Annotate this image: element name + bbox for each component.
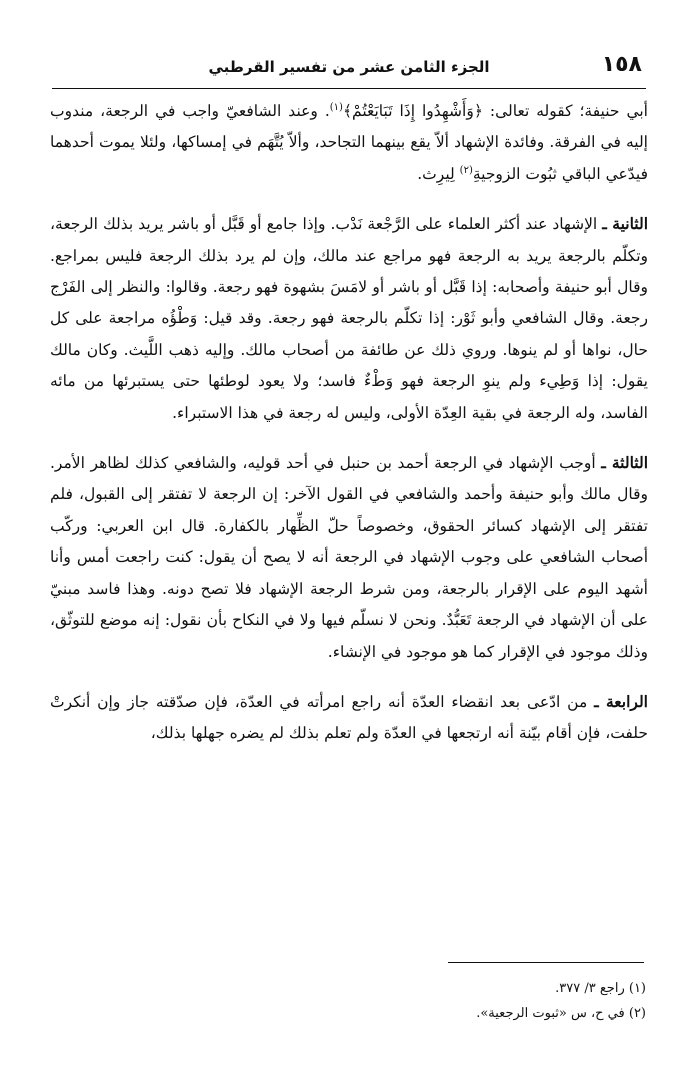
paragraph-text: الإشهاد عند أكثر العلماء على الرَّجْعة نَدْب. وإذا جامع أو قَبَّل أو باشر يريد بذلك الرجعة، وتكلّم بالرجعة يريد به الرجعة فهو مراجع عند مالك، وإن لم يرد بذلك الرجعة فليس بمراجع. وقال أبو حنيفة وأصحابه: إذا قَبَّل أو باشر أو لامَسَ بشهوة فهو رجعة. وقالوا: والنظر إلى الفَرْج رجعة. وقال الشافعي وأبو ثَوْر: إذا تكلّم بالرجعة فهو رجعة. وقد قيل: وَطْؤُه مراجعة على كل حال، نواها أو لم ينوها. وروي ذلك عن طائفة من أصحاب مالك. وإليه ذهب اللَّيث. وكان مالك يقول: إذا وَطِيء ولم ينوِ الرجعة فهو وَطْءٌ فاسد؛ ولا يعود لوطئها حتى يستبرئها من مائه الفاسد، وله الرجعة في بقية العِدّة الأولى، وليس له رجعة في هذا الاستبراء. xyxy=(50,215,648,422)
running-title: الجزء الثامن عشر من تفسير القرطبي xyxy=(208,58,490,76)
page-body xyxy=(50,96,648,768)
paragraph-third xyxy=(50,447,648,668)
paragraph-fourth xyxy=(50,686,648,750)
section-label: الرابعة ـ xyxy=(594,691,648,711)
paragraph-intro xyxy=(50,96,648,190)
paragraph-text: . وعند الشافعيّ واجب في الرجعة، مندوب إليه في الفرقة. وفائدة الإشهاد ألاّ يقع بينهما التجاحد، وألاّ يُتَّهَم في إمساكها، ولئلا يموت أحدهما فيدّعي الباقي ثبُوت الزوجيةِ xyxy=(50,102,648,183)
paragraph-text: أوجب الإشهاد في الرجعة أحمد بن حنبل في أحد قوليه، والشافعي كذلك لظاهر الأمر. وقال مالك وأبو حنيفة وأحمد والشافعي في القول الآخر: إن الرجعة لا تفتقر إلى القبول، فلم تفتقر إلى الإشهاد كسائر الحقوق، وخصوصاً حلّ الظِّهار بالكفارة. قال ابن العربي: وركّب أصحاب الشافعي على وجوب الإشهاد في الرجعة أنه لا يصح أن يقول: كنت راجعت أمس وأنا أشهد اليوم على الإقرار بالرجعة، ومن شرط الرجعة الإشهاد فلا تصح دونه. وهذا فاسد مبنيّ على أن الإشهاد في الرجعة تَعَبُّدٌ. ونحن لا نسلّم فيها ولا في النكاح بأن نقول: إنه موضع للتوثّق، وذلك موجود في الإقرار كما هو موجود في الإنشاء. xyxy=(50,454,648,661)
footnote-2: (٢) في ح، س «ثبوت الرجعية». xyxy=(476,1006,646,1021)
footnote-divider xyxy=(448,962,644,963)
section-label: الثانية ـ xyxy=(602,214,649,234)
paragraph-second xyxy=(50,208,648,429)
footnote-ref-1: (١) xyxy=(329,101,343,113)
page-number: ١٥٨ xyxy=(601,52,642,77)
paragraph-text: أبي حنيفة؛ كقوله تعالى: ﴿وَأَشْهِدُوا إِذَا تَبَايَعْتُمْ﴾ xyxy=(342,102,648,120)
page-header xyxy=(52,48,646,89)
footnotes xyxy=(60,976,646,1026)
section-label: الثالثة ـ xyxy=(601,453,649,473)
footnote-ref-2: (٢) xyxy=(459,164,473,176)
footnote-1: (١) راجع ٣/ ٣٧٧. xyxy=(555,981,646,996)
paragraph-text: لِيرِث. xyxy=(417,164,460,183)
paragraph-text: من ادّعى بعد انقضاء العدّة أنه راجع امرأته في العدّة، فإن صدّقته جاز وإن أنكرتْ حلفت، فإن أقام بيّنة أنه ارتجعها في العدّة ولم تعلم بذلك لم يضره جهلها بذلك، xyxy=(50,692,648,743)
